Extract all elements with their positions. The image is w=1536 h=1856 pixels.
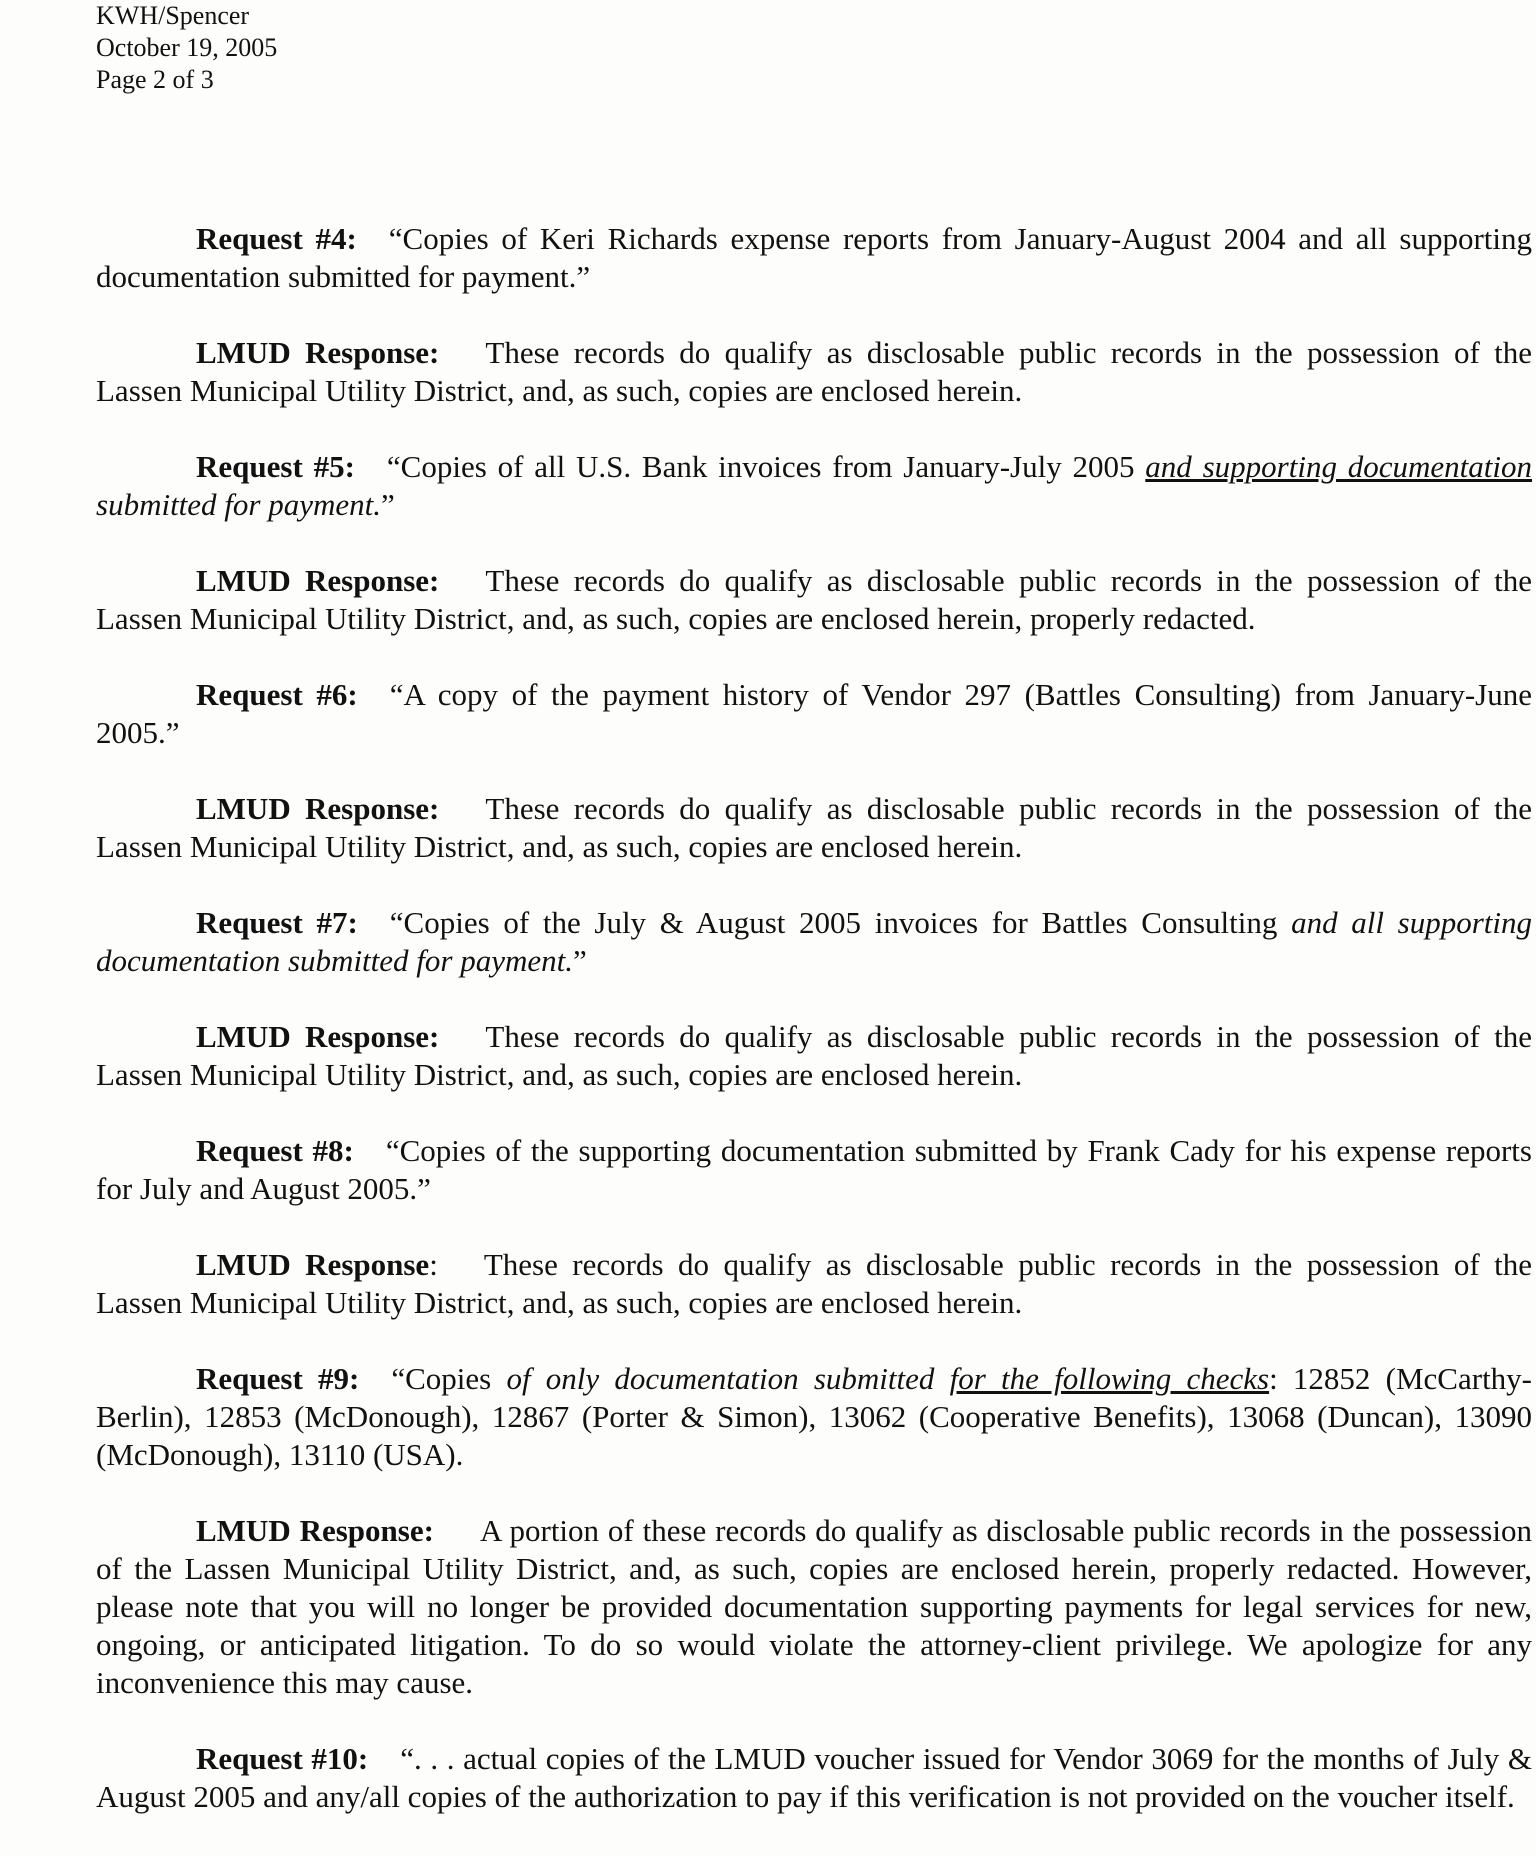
response-5 [96,562,1532,638]
request-7 [96,904,1532,980]
request-text: “A copy of the payment history of Vendor 297 (Battles Consulting) from January-June 2005.” [96,677,1532,750]
request-text: “Copies of Keri Richards expense reports from January-August 2004 and all supporting documentation submitted for payment.” [96,221,1532,294]
request-text-italic: of only documentation submitted [506,1361,950,1396]
letter-body [96,220,1532,1854]
request-8 [96,1132,1532,1208]
header-page-number: Page 2 of 3 [96,65,214,94]
response-text: These records do qualify as disclosable public records in the possession of the Lassen Municipal Utility District, and, as such, copies are enclosed herein. [96,1019,1532,1092]
request-label: Request #9: [196,1361,360,1396]
request-text-italic: and all supporting documentation submitted for payment. [96,905,1532,978]
request-text: “. . . actual copies of the LMUD voucher issued for Vendor 3069 for the months of July & August 2005 and any/all copies of the authorization to pay if this verification is not provided on the voucher itself. [96,1741,1533,1814]
request-label: Request #6: [196,677,358,712]
request-text-emphasis: for the following checks [949,1361,1270,1396]
response-label: LMUD Response [196,1247,430,1282]
request-text: “Copies of all U.S. Bank invoices from January-July 2005 [386,449,1146,484]
response-9 [96,1512,1532,1702]
response-6 [96,790,1532,866]
request-5 [96,448,1532,524]
request-text: “Copies of the supporting documentation submitted by Frank Cady for his expense reports for July and August 2005.” [96,1133,1532,1206]
response-7 [96,1018,1532,1094]
request-text-end: : 12852 (McCarthy-Berlin), 12853 (McDonough), 12867 (Porter & Simon), 13062 (Cooperative Benefits), 13068 (Duncan), 13090 (McDonough), 13110 (USA). [96,1361,1533,1472]
response-4 [96,334,1532,410]
letter-header [96,0,277,96]
request-6 [96,676,1532,752]
response-text: These records do qualify as disclosable public records in the possession of the Lassen Municipal Utility District, and, as such, copies are enclosed herein. [96,335,1532,408]
response-label: LMUD Response: [196,1019,440,1054]
request-label: Request #5: [196,449,355,484]
response-text: These records do qualify as disclosable public records in the possession of the Lassen Municipal Utility District, and, as such, copies are enclosed herein, properly redacted. [96,563,1532,636]
response-text: A portion of these records do qualify as disclosable public records in the possession of the Lassen Municipal Utility District, and, as such, copies are enclosed herein, properly redacted. However, please note that you will no longer be provided documentation supporting payments for legal services for new, ongoing, or anticipated litigation. To do so would violate the attorney-client privilege. We apologize for any inconvenience this may cause. [96,1513,1532,1700]
request-10 [96,1740,1532,1816]
header-date: October 19, 2005 [96,33,278,62]
response-label: LMUD Response: [196,335,440,370]
request-text-italic: submitted for payment. [96,487,381,522]
request-text: “Copies [391,1361,507,1396]
response-label: LMUD Response: [196,563,440,598]
header-reference: KWH/Spencer [96,1,250,30]
response-text: These records do qualify as disclosable public records in the possession of the Lassen Municipal Utility District, and, as such, copies are enclosed herein. [96,1247,1532,1320]
request-text: “Copies of the July & August 2005 invoices for Battles Consulting [389,905,1292,940]
response-label-colon: : [429,1247,438,1282]
response-label: LMUD Response: [196,791,440,826]
request-9 [96,1360,1532,1474]
response-8 [96,1246,1532,1322]
request-text-end: ” [381,487,395,522]
response-text: These records do qualify as disclosable public records in the possession of the Lassen Municipal Utility District, and, as such, copies are enclosed herein. [96,791,1532,864]
request-label: Request #4: [196,221,357,256]
response-label: LMUD Response: [196,1513,434,1548]
request-4 [96,220,1532,296]
request-text-end: ” [573,943,587,978]
request-text-emphasis: and supporting documentation [1145,449,1532,484]
request-label: Request #7: [196,905,358,940]
request-label: Request #8: [196,1133,354,1168]
request-label: Request #10: [196,1741,369,1776]
